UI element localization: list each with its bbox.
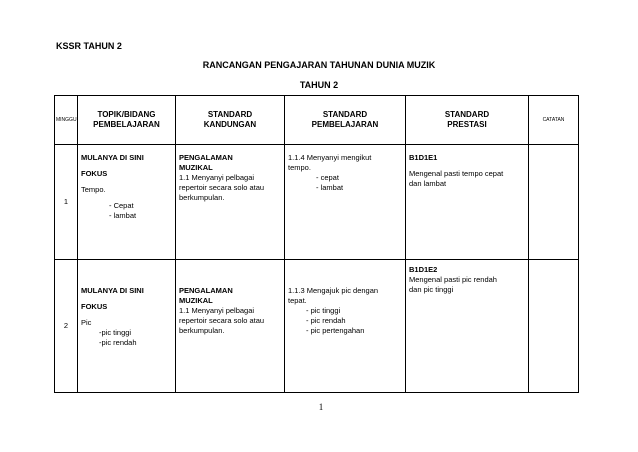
header-spr-line-1: STANDARD (444, 110, 490, 119)
table-row (55, 260, 579, 393)
learning-line-1: 1.1.4 Menyanyi mengikut (288, 153, 372, 162)
header-topik-line-1: TOPIK/BIDANG (97, 110, 156, 119)
performance-standard-cell (406, 260, 529, 393)
header-sp-line-1: STANDARD (322, 110, 368, 119)
table-header-row (55, 96, 579, 145)
topic-subitem: - Cepat (109, 201, 134, 210)
content-line-1: 1.1 Menyanyi pelbagai (179, 306, 255, 315)
performance-code: B1D1E2 (409, 265, 438, 274)
topic-cell (78, 260, 176, 393)
content-standard-cell (176, 260, 285, 393)
learning-line-1: 1.1.3 Mengajuk pic dengan (288, 286, 379, 295)
header-standard-pembelajaran (285, 96, 406, 145)
header-spr-line-2: PRESTASI (447, 120, 487, 129)
content-line-1: 1.1 Menyanyi pelbagai (179, 173, 255, 182)
notes-cell (529, 145, 579, 260)
header-topik-line-2: PEMBELAJARAN (93, 120, 160, 129)
header-standard-kandungan (176, 96, 285, 145)
content-line-2: repertoir secara solo atau (179, 183, 265, 192)
performance-line-2: dan lambat (409, 179, 447, 188)
header-sk-line-2: KANDUNGAN (203, 120, 257, 129)
topic-item: Pic (81, 318, 92, 327)
topic-subitem: -pic tinggi (99, 328, 132, 337)
learning-subitem: - lambat (316, 183, 344, 192)
document-title-text: RANCANGAN PENGAJARAN TAHUNAN DUNIA MUZIK (202, 60, 436, 70)
learning-subitem: - cepat (316, 173, 339, 182)
topic-title: MULANYA DI SINI (81, 286, 144, 295)
learning-line-2: tepat. (288, 296, 307, 305)
header-catatan: CATATAN (529, 96, 579, 145)
learning-standard-cell (285, 260, 406, 393)
content-line-2: repertoir secara solo atau (179, 316, 265, 325)
topic-item: Tempo. (81, 185, 106, 194)
learning-standard-cell (285, 145, 406, 260)
topic-subitem: - lambat (109, 211, 137, 220)
topic-focus: FOKUS (81, 169, 108, 178)
notes-cell (529, 260, 579, 393)
content-title-line-1: PENGALAMAN (179, 286, 233, 295)
header-topik (78, 96, 176, 145)
performance-line-1: Mengenal pasti pic rendah (409, 275, 497, 284)
content-standard-cell (176, 145, 285, 260)
topic-title: MULANYA DI SINI (81, 153, 144, 162)
learning-subitem: - pic pertengahan (306, 326, 365, 335)
document-subtitle (0, 80, 638, 90)
document-title (0, 60, 638, 70)
week-number: 2 (55, 260, 78, 393)
performance-standard-cell (406, 145, 529, 260)
header-standard-prestasi (406, 96, 529, 145)
content-title-line-2: MUZIKAL (179, 296, 213, 305)
topic-focus: FOKUS (81, 302, 108, 311)
content-line-3: berkumpulan. (179, 326, 225, 335)
topic-cell (78, 145, 176, 260)
page-number (0, 402, 638, 412)
header-sk-line-1: STANDARD (207, 110, 253, 119)
content-line-3: berkumpulan. (179, 193, 225, 202)
header-minggu: MINGGU (55, 96, 78, 145)
document-header: KSSR TAHUN 2 (56, 41, 122, 51)
performance-line-2: dan pic tinggi (409, 285, 454, 294)
learning-subitem: - pic tinggi (306, 306, 341, 315)
content-title-line-1: PENGALAMAN (179, 153, 233, 162)
document-subtitle-text: TAHUN 2 (299, 80, 339, 90)
yearly-plan-table (54, 95, 579, 393)
week-number: 1 (55, 145, 78, 260)
learning-line-2: tempo. (288, 163, 311, 172)
page-number-text: 1 (318, 402, 324, 412)
table-row (55, 145, 579, 260)
topic-subitem: -pic rendah (99, 338, 137, 347)
header-sp-line-2: PEMBELAJARAN (311, 120, 379, 129)
performance-line-1: Mengenal pasti tempo cepat (409, 169, 504, 178)
learning-subitem: - pic rendah (306, 316, 346, 325)
performance-code: B1D1E1 (409, 153, 438, 162)
content-title-line-2: MUZIKAL (179, 163, 213, 172)
